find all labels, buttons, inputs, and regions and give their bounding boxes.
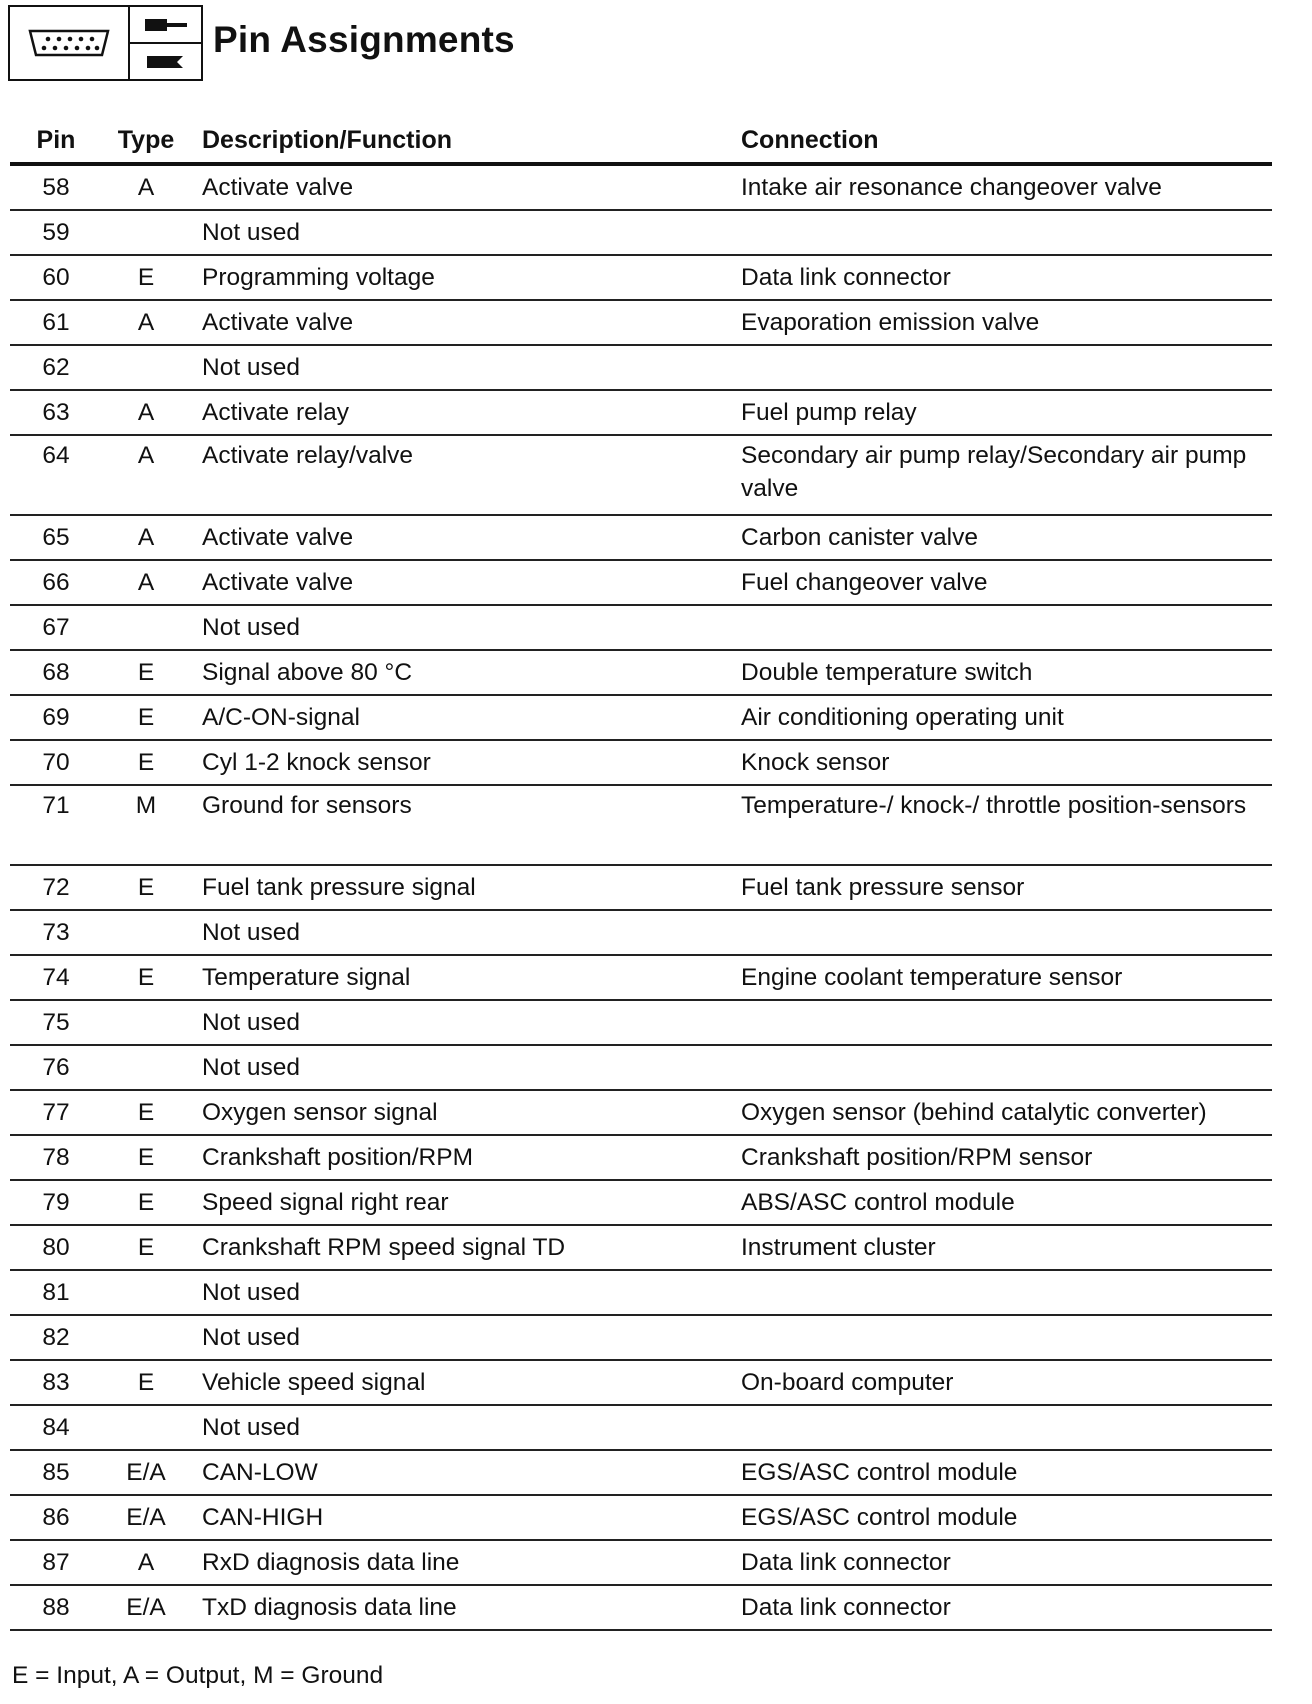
table-row [10, 1540, 1272, 1585]
connector-icon [10, 7, 130, 79]
connection-cell [728, 1045, 1272, 1090]
pin-icons [130, 7, 201, 79]
pin-cell: 77 [10, 1090, 102, 1135]
table-row [10, 865, 1272, 910]
type-cell: E [102, 695, 190, 740]
description-cell: Activate valve [190, 300, 728, 345]
description-cell: Activate valve [190, 560, 728, 605]
table-row [10, 695, 1272, 740]
description-cell: TxD diagnosis data line [190, 1585, 728, 1630]
table-header-row [10, 118, 1272, 164]
type-cell: E/A [102, 1450, 190, 1495]
description-cell: Activate valve [190, 515, 728, 560]
description-cell: Speed signal right rear [190, 1180, 728, 1225]
connection-cell: Temperature-/ knock-/ throttle position-sensors [728, 785, 1272, 865]
description-cell: Not used [190, 210, 728, 255]
table-row [10, 1180, 1272, 1225]
description-cell: Not used [190, 345, 728, 390]
header-type: Type [102, 118, 190, 164]
pin-cell: 62 [10, 345, 102, 390]
connector-icon-box [8, 5, 203, 81]
table-row [10, 345, 1272, 390]
pin-assignments-table [10, 118, 1272, 1631]
table-row [10, 605, 1272, 650]
type-cell: A [102, 300, 190, 345]
pin-cell: 85 [10, 1450, 102, 1495]
pin-cell: 66 [10, 560, 102, 605]
table-row [10, 1405, 1272, 1450]
connection-cell: On-board computer [728, 1360, 1272, 1405]
connection-cell: Evaporation emission valve [728, 300, 1272, 345]
type-cell [102, 1270, 190, 1315]
connection-cell: ABS/ASC control module [728, 1180, 1272, 1225]
description-cell: Not used [190, 1315, 728, 1360]
pin-cell: 81 [10, 1270, 102, 1315]
connection-cell: Secondary air pump relay/Secondary air pump valve [728, 435, 1272, 515]
connection-cell [728, 210, 1272, 255]
pin-cell: 80 [10, 1225, 102, 1270]
type-cell: A [102, 390, 190, 435]
connection-cell [728, 345, 1272, 390]
connection-cell: Fuel tank pressure sensor [728, 865, 1272, 910]
description-cell: Oxygen sensor signal [190, 1090, 728, 1135]
connection-cell: Engine coolant temperature sensor [728, 955, 1272, 1000]
description-cell: Not used [190, 1405, 728, 1450]
description-cell: CAN-HIGH [190, 1495, 728, 1540]
table-row [10, 255, 1272, 300]
type-cell [102, 1405, 190, 1450]
table-row [10, 955, 1272, 1000]
pin-cell: 58 [10, 164, 102, 210]
table-row [10, 1225, 1272, 1270]
description-cell: Vehicle speed signal [190, 1360, 728, 1405]
connection-cell [728, 605, 1272, 650]
description-cell: CAN-LOW [190, 1450, 728, 1495]
pin-cell: 70 [10, 740, 102, 785]
pin-cell: 61 [10, 300, 102, 345]
connection-cell: Instrument cluster [728, 1225, 1272, 1270]
connection-cell [728, 910, 1272, 955]
pin-cell: 72 [10, 865, 102, 910]
table-row [10, 1360, 1272, 1405]
connection-cell: Fuel changeover valve [728, 560, 1272, 605]
table-row [10, 785, 1272, 865]
description-cell: Signal above 80 °C [190, 650, 728, 695]
connection-cell [728, 1000, 1272, 1045]
description-cell: Activate relay/valve [190, 435, 728, 515]
type-cell [102, 1315, 190, 1360]
type-cell [102, 210, 190, 255]
connection-cell [728, 1270, 1272, 1315]
pin-cell: 65 [10, 515, 102, 560]
table-row [10, 515, 1272, 560]
pin-cell: 64 [10, 435, 102, 515]
pin-cell: 73 [10, 910, 102, 955]
type-cell [102, 605, 190, 650]
pin-cell: 71 [10, 785, 102, 865]
description-cell: Cyl 1-2 knock sensor [190, 740, 728, 785]
pin-cell: 86 [10, 1495, 102, 1540]
connection-cell: Data link connector [728, 1540, 1272, 1585]
header-description: Description/Function [190, 118, 728, 164]
type-cell: E/A [102, 1585, 190, 1630]
type-cell: A [102, 560, 190, 605]
pin-cell: 74 [10, 955, 102, 1000]
type-cell: E [102, 740, 190, 785]
description-cell: Ground for sensors [190, 785, 728, 865]
connection-cell: Data link connector [728, 255, 1272, 300]
header-pin: Pin [10, 118, 102, 164]
type-cell: M [102, 785, 190, 865]
description-cell: Not used [190, 1270, 728, 1315]
male-pin-icon [130, 7, 201, 44]
legend: E = Input, A = Output, M = Ground [12, 1662, 384, 1689]
type-cell [102, 1000, 190, 1045]
table-row [10, 435, 1272, 515]
pin-cell: 78 [10, 1135, 102, 1180]
type-cell: E [102, 1225, 190, 1270]
table-body [10, 164, 1272, 1630]
description-cell: Not used [190, 605, 728, 650]
type-cell: E [102, 1180, 190, 1225]
pin-cell: 75 [10, 1000, 102, 1045]
type-cell: E [102, 865, 190, 910]
connection-cell: Fuel pump relay [728, 390, 1272, 435]
pin-cell: 69 [10, 695, 102, 740]
table-row [10, 1315, 1272, 1360]
type-cell: A [102, 1540, 190, 1585]
type-cell: E [102, 955, 190, 1000]
header-connection: Connection [728, 118, 1272, 164]
connection-cell: Carbon canister valve [728, 515, 1272, 560]
pin-cell: 59 [10, 210, 102, 255]
table-row [10, 1495, 1272, 1540]
connection-cell: Oxygen sensor (behind catalytic converter) [728, 1090, 1272, 1135]
table-row [10, 910, 1272, 955]
connection-cell: Air conditioning operating unit [728, 695, 1272, 740]
pin-cell: 83 [10, 1360, 102, 1405]
table-row [10, 1045, 1272, 1090]
pin-cell: 88 [10, 1585, 102, 1630]
pin-cell: 87 [10, 1540, 102, 1585]
description-cell: Not used [190, 910, 728, 955]
pin-cell: 82 [10, 1315, 102, 1360]
description-cell: RxD diagnosis data line [190, 1540, 728, 1585]
description-cell: Fuel tank pressure signal [190, 865, 728, 910]
connection-cell: Crankshaft position/RPM sensor [728, 1135, 1272, 1180]
table-row [10, 740, 1272, 785]
pin-cell: 67 [10, 605, 102, 650]
description-cell: Temperature signal [190, 955, 728, 1000]
female-pin-icon [130, 44, 201, 79]
type-cell [102, 910, 190, 955]
type-cell: A [102, 164, 190, 210]
type-cell: E [102, 1090, 190, 1135]
connection-cell [728, 1405, 1272, 1450]
table-row [10, 1450, 1272, 1495]
table-row [10, 1090, 1272, 1135]
pin-cell: 63 [10, 390, 102, 435]
page-title: Pin Assignments [213, 19, 515, 60]
type-cell: E [102, 1360, 190, 1405]
table-row [10, 650, 1272, 695]
description-cell: Programming voltage [190, 255, 728, 300]
table-row [10, 164, 1272, 210]
table-row [10, 390, 1272, 435]
connection-cell: Knock sensor [728, 740, 1272, 785]
table-row [10, 1135, 1272, 1180]
description-cell: Activate valve [190, 164, 728, 210]
pin-cell: 79 [10, 1180, 102, 1225]
pin-cell: 60 [10, 255, 102, 300]
description-cell: Activate relay [190, 390, 728, 435]
connection-cell: EGS/ASC control module [728, 1495, 1272, 1540]
pin-cell: 68 [10, 650, 102, 695]
description-cell: Crankshaft position/RPM [190, 1135, 728, 1180]
description-cell: Not used [190, 1000, 728, 1045]
connection-cell: Double temperature switch [728, 650, 1272, 695]
pin-cell: 84 [10, 1405, 102, 1450]
type-cell: E [102, 1135, 190, 1180]
type-cell: A [102, 515, 190, 560]
connection-cell: Data link connector [728, 1585, 1272, 1630]
type-cell: A [102, 435, 190, 515]
connection-cell: EGS/ASC control module [728, 1450, 1272, 1495]
description-cell: A/C-ON-signal [190, 695, 728, 740]
description-cell: Not used [190, 1045, 728, 1090]
table-row [10, 1585, 1272, 1630]
table-row [10, 1270, 1272, 1315]
type-cell: E/A [102, 1495, 190, 1540]
pin-cell: 76 [10, 1045, 102, 1090]
connection-cell: Intake air resonance changeover valve [728, 164, 1272, 210]
table-row [10, 300, 1272, 345]
table-row [10, 560, 1272, 605]
type-cell: E [102, 255, 190, 300]
type-cell [102, 1045, 190, 1090]
connection-cell [728, 1315, 1272, 1360]
table-row [10, 210, 1272, 255]
page-header [8, 4, 515, 82]
table-row [10, 1000, 1272, 1045]
description-cell: Crankshaft RPM speed signal TD [190, 1225, 728, 1270]
type-cell: E [102, 650, 190, 695]
type-cell [102, 345, 190, 390]
